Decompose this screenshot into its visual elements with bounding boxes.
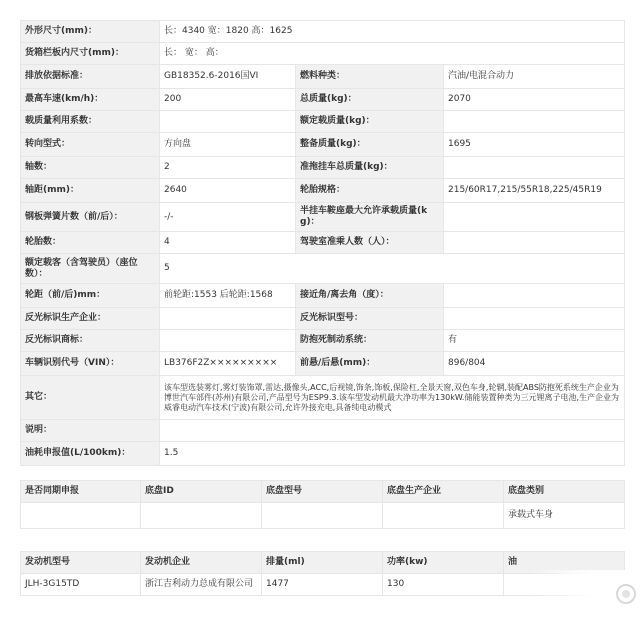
tires-value: 4 (160, 232, 296, 254)
emission-label: 排放依据标准： (21, 65, 160, 89)
track-label: 轮距（前/后)mm： (21, 284, 160, 308)
row-reflector-brand (21, 330, 625, 352)
curb-mass-label: 整备质量(kg)： (296, 133, 444, 157)
fuel-type-label: 燃料种类： (296, 65, 444, 89)
seats-value: 5 (160, 254, 625, 284)
row-cargo (21, 43, 625, 65)
engine-header: 发动机企业 (141, 552, 262, 574)
size-value: 长：4340 宽：1820 高：1625 (160, 21, 625, 43)
spring-value: -/- (160, 203, 296, 232)
speed-label: 最高车速(km/h)： (21, 89, 160, 111)
cab-capacity-value (444, 232, 625, 254)
engine-header: 功率(kw) (383, 552, 504, 574)
row-note (21, 420, 625, 442)
vehicle-spec-sheet (20, 20, 624, 596)
note-label: 说明： (21, 420, 160, 442)
steering-label: 转向型式： (21, 133, 160, 157)
track-value: 前轮距:1553 后轮距:1568 (160, 284, 296, 308)
engine-cell: 130 (383, 574, 504, 596)
chassis-header: 底盘类别 (504, 481, 625, 503)
reflector-maker-value (160, 308, 296, 330)
engine-cell: 浙江吉利动力总成有限公司 (141, 574, 262, 596)
engine-cell: 1477 (262, 574, 383, 596)
abs-value: 有 (444, 330, 625, 352)
row-other (21, 376, 625, 420)
reflector-model-value (444, 308, 625, 330)
abs-label: 防抱死制动系统： (296, 330, 444, 352)
reflector-model-label: 反光标识型号： (296, 308, 444, 330)
chassis-header: 是否同期申报 (21, 481, 141, 503)
trailer-mass-value (444, 157, 625, 179)
chassis-data-row (21, 503, 625, 529)
gross-mass-value: 2070 (444, 89, 625, 111)
vin-value: LB376F2Z××××××××× (160, 352, 296, 376)
chassis-header: 底盘ID (141, 481, 262, 503)
row-spring (21, 203, 625, 232)
wheelbase-value: 2640 (160, 179, 296, 203)
row-tires (21, 232, 625, 254)
load-util-label: 载质量利用系数： (21, 111, 160, 133)
gross-mass-label: 总质量(kg)： (296, 89, 444, 111)
overhang-value: 896/804 (444, 352, 625, 376)
row-reflector-maker (21, 308, 625, 330)
row-steering (21, 133, 625, 157)
cargo-value: 长： 宽： 高： (160, 43, 625, 65)
chassis-table (20, 480, 625, 529)
reflector-brand-value (160, 330, 296, 352)
fuel-type-value: 汽油/电混合动力 (444, 65, 625, 89)
row-axles (21, 157, 625, 179)
fuel-consumption-label: 油耗申报值(L/100km)： (21, 442, 160, 466)
chassis-header: 底盘生产企业 (383, 481, 504, 503)
engine-header: 排量(ml) (262, 552, 383, 574)
row-seats (21, 254, 625, 284)
row-emission (21, 65, 625, 89)
row-vin (21, 352, 625, 376)
chassis-cell (262, 503, 383, 529)
angle-value (444, 284, 625, 308)
speed-value: 200 (160, 89, 296, 111)
angle-label: 接近角/离去角（度）： (296, 284, 444, 308)
note-value (160, 420, 625, 442)
engine-header: 油 (504, 552, 625, 574)
load-util-value (160, 111, 296, 133)
seats-label: 额定载客（含驾驶员）（座位数）： (21, 254, 160, 284)
watermark-logo-icon (614, 582, 638, 606)
axles-value: 2 (160, 157, 296, 179)
row-size (21, 21, 625, 43)
chassis-header: 底盘型号 (262, 481, 383, 503)
size-label: 外形尺寸(mm)： (21, 21, 160, 43)
vehicle-parameters-table (20, 20, 625, 466)
cab-capacity-label: 驾驶室准乘人数（人）： (296, 232, 444, 254)
emission-value: GB18352.6-2016国VI (160, 65, 296, 89)
chassis-cell (141, 503, 262, 529)
tire-spec-value: 215/60R17,215/55R18,225/45R19 (444, 179, 625, 203)
other-label: 其它： (21, 376, 160, 420)
chassis-cell (21, 503, 141, 529)
curb-mass-value: 1695 (444, 133, 625, 157)
fuel-consumption-value: 1.5 (160, 442, 625, 466)
axles-label: 轴数： (21, 157, 160, 179)
row-speed (21, 89, 625, 111)
row-fuel-consumption (21, 442, 625, 466)
trailer-mass-label: 准拖挂车总质量(kg)： (296, 157, 444, 179)
vin-label: 车辆识别代号（VIN）： (21, 352, 160, 376)
reflector-maker-label: 反光标识生产企业： (21, 308, 160, 330)
tire-spec-label: 轮胎规格： (296, 179, 444, 203)
chassis-cell: 承载式车身 (504, 503, 625, 529)
spring-label: 钢板弹簧片数（前/后）： (21, 203, 160, 232)
engine-header: 发动机型号 (21, 552, 141, 574)
rated-load-label: 额定载质量(kg)： (296, 111, 444, 133)
reflector-brand-label: 反光标识商标： (21, 330, 160, 352)
chassis-cell (383, 503, 504, 529)
row-load-util (21, 111, 625, 133)
other-value: 该车型选装雾灯,雾灯装饰罩,雷达,摄像头,ACC,后视镜,饰条,饰板,保险杠,全景天窗,双色车身,轮辋,装配ABS防抱死系统生产企业为博世汽车部件(苏州)有限公司,产品型号为ESP9.3.该车型发动机最大净功率为130kW.储能装置种类为三元锂离子电池,生产企业为威睿电动汽车技术(宁波)有限公司,允许外接充电,具备纯电动模式 (160, 376, 625, 420)
row-track (21, 284, 625, 308)
saddle-label: 半挂车鞍座最大允许承载质量(kg)： (296, 203, 444, 232)
wheelbase-label: 轴距(mm)： (21, 179, 160, 203)
cargo-label: 货箱栏板内尺寸(mm)： (21, 43, 160, 65)
rated-load-value (444, 111, 625, 133)
overhang-label: 前悬/后悬(mm)： (296, 352, 444, 376)
tires-label: 轮胎数： (21, 232, 160, 254)
chassis-header-row (21, 481, 625, 503)
saddle-value (444, 203, 625, 232)
engine-cell: JLH-3G15TD (21, 574, 141, 596)
row-wheelbase (21, 179, 625, 203)
steering-value: 方向盘 (160, 133, 296, 157)
